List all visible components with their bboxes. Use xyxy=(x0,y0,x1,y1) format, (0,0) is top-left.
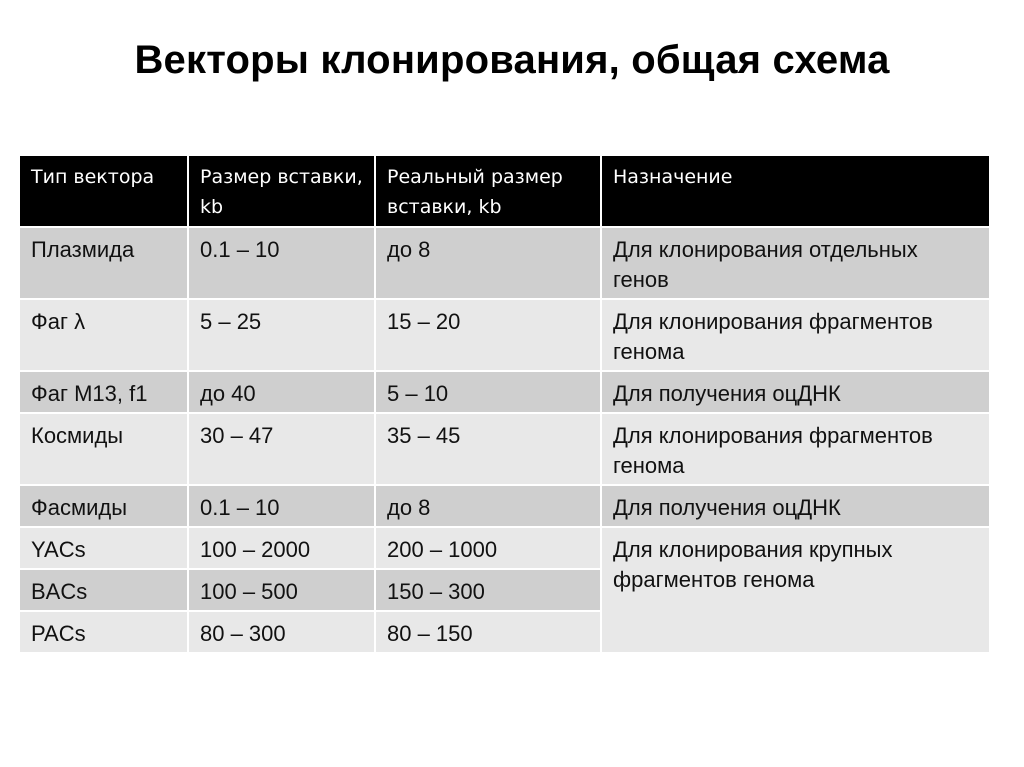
cell-insert-size: 5 – 25 xyxy=(188,299,375,371)
slide-title: Векторы клонирования, общая схема xyxy=(134,38,890,82)
cell-vector-type: Фасмиды xyxy=(19,485,188,527)
cell-real-size: 200 – 1000 xyxy=(375,527,601,569)
vectors-table xyxy=(18,154,991,654)
table-header-row xyxy=(19,155,990,227)
cell-real-size: 5 – 10 xyxy=(375,371,601,413)
cell-vector-type: Плазмида xyxy=(19,227,188,299)
table-row xyxy=(19,485,990,527)
table-row xyxy=(19,527,990,569)
cell-insert-size: 80 – 300 xyxy=(188,611,375,653)
cell-real-size: до 8 xyxy=(375,485,601,527)
cell-purpose: Для клонирования фрагментов генома xyxy=(601,299,990,371)
cell-vector-type: Фаг λ xyxy=(19,299,188,371)
cell-vector-type: BACs xyxy=(19,569,188,611)
header-purpose: Назначение xyxy=(601,155,990,227)
cell-insert-size: 30 – 47 xyxy=(188,413,375,485)
table-row xyxy=(19,413,990,485)
cell-purpose: Для клонирования крупных фрагментов генома xyxy=(601,527,990,653)
cell-real-size: 15 – 20 xyxy=(375,299,601,371)
cell-insert-size: до 40 xyxy=(188,371,375,413)
cell-real-size: 150 – 300 xyxy=(375,569,601,611)
cell-real-size: 80 – 150 xyxy=(375,611,601,653)
cell-purpose: Для клонирования фрагментов генома xyxy=(601,413,990,485)
cell-vector-type: Космиды xyxy=(19,413,188,485)
header-vector-type: Тип вектора xyxy=(19,155,188,227)
cell-insert-size: 0.1 – 10 xyxy=(188,227,375,299)
cell-insert-size: 100 – 2000 xyxy=(188,527,375,569)
cell-real-size: до 8 xyxy=(375,227,601,299)
header-real-insert-size: Реальный размер вставки, kb xyxy=(375,155,601,227)
cell-purpose: Для получения оцДНК xyxy=(601,485,990,527)
cell-purpose: Для получения оцДНК xyxy=(601,371,990,413)
cell-vector-type: PACs xyxy=(19,611,188,653)
table-row xyxy=(19,299,990,371)
cell-vector-type: Фаг M13, f1 xyxy=(19,371,188,413)
cell-insert-size: 0.1 – 10 xyxy=(188,485,375,527)
table-row xyxy=(19,371,990,413)
header-insert-size: Размер вставки, kb xyxy=(188,155,375,227)
cell-real-size: 35 – 45 xyxy=(375,413,601,485)
cell-purpose: Для клонирования отдельных генов xyxy=(601,227,990,299)
table-row xyxy=(19,227,990,299)
cell-insert-size: 100 – 500 xyxy=(188,569,375,611)
cell-vector-type: YACs xyxy=(19,527,188,569)
